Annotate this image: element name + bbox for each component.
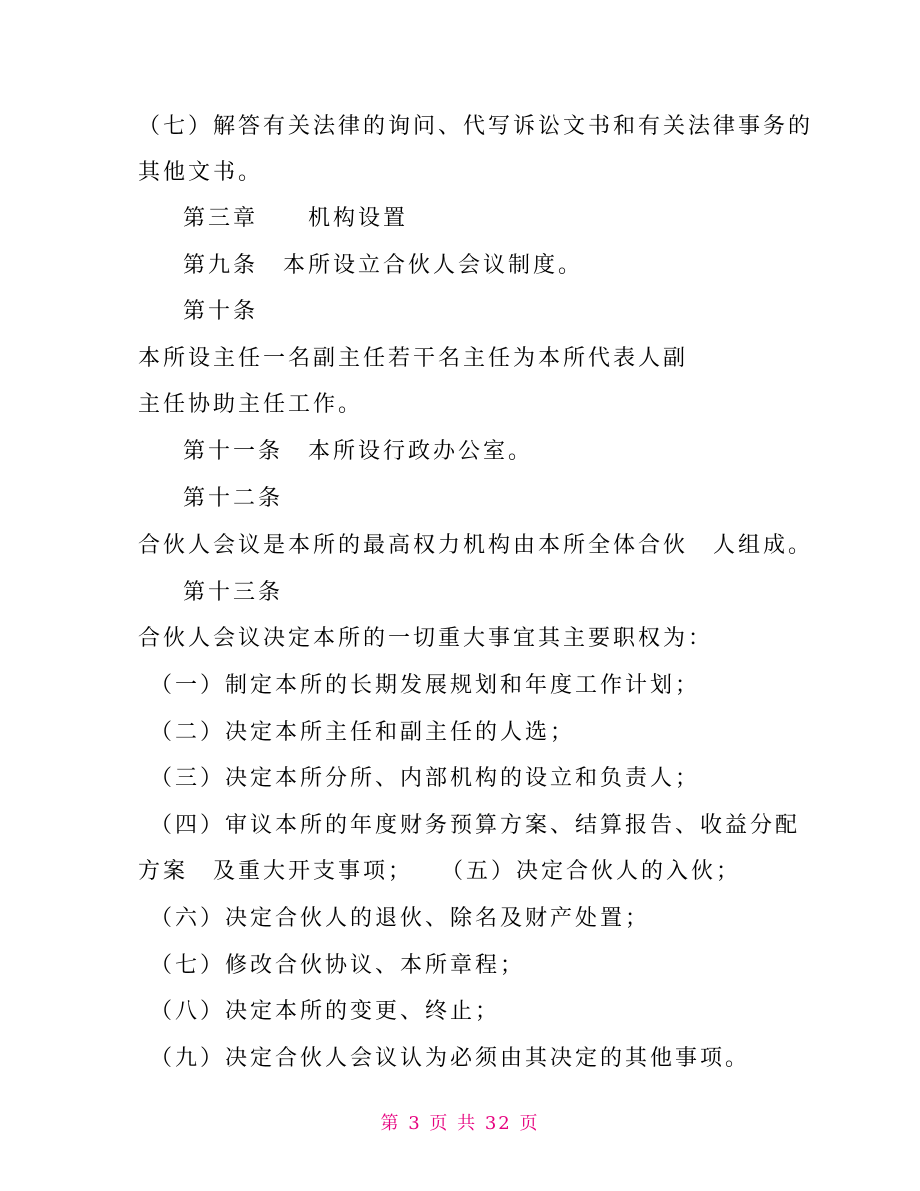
text-line: 主任协助主任工作。 [138, 392, 364, 417]
text-line: 第十一条 本所设行政办公室。 [183, 439, 534, 464]
list-item: （六）决定合伙人的退伙、除名及财产处置； [150, 906, 651, 931]
text-line: 第九条 本所设立合伙人会议制度。 [183, 253, 584, 278]
list-item: （二）决定本所主任和副主任的人选； [150, 720, 576, 745]
text-line: （七）解答有关法律的询问、代写诉讼文书和有关法律事务的 [138, 114, 814, 139]
list-item: （三）决定本所分所、内部机构的设立和负责人； [150, 766, 701, 791]
article-heading: 第十二条 [183, 486, 284, 511]
list-item: （八）决定本所的变更、终止； [150, 999, 501, 1024]
text-line: 合伙人会议决定本所的一切重大事宜其主要职权为： [138, 626, 714, 651]
text-line: 合伙人会议是本所的最高权力机构由本所全体合伙 人组成。 [138, 533, 814, 558]
list-item: （七）修改合伙协议、本所章程； [150, 953, 526, 978]
text-line: 其他文书。 [138, 160, 264, 185]
text-line: 本所设主任一名副主任若干名主任为本所代表人副 [138, 346, 689, 371]
article-heading: 第十三条 [183, 580, 284, 605]
article-heading: 第十条 [183, 299, 259, 324]
chapter-heading: 第三章 机构设置 [183, 206, 409, 231]
page-number-footer: 第 3 页 共 32 页 [380, 1113, 540, 1134]
list-item: （一）制定本所的长期发展规划和年度工作计划； [150, 673, 701, 698]
list-item: （四）审议本所的年度财务预算方案、结算报告、收益分配 [150, 813, 801, 838]
list-item: 方案 及重大开支事项； （五）决定合伙人的入伙； [138, 859, 742, 884]
list-item: （九）决定合伙人会议认为必须由其决定的其他事项。 [150, 1046, 751, 1071]
